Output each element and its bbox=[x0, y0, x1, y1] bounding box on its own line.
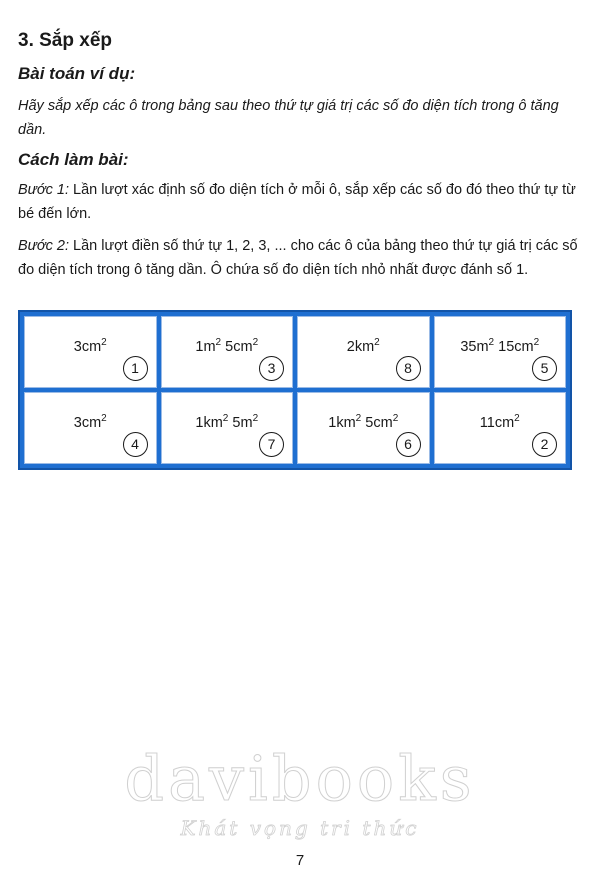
table-cell bbox=[297, 392, 430, 464]
area-unit: cm bbox=[514, 338, 534, 355]
area-exponent: 2 bbox=[488, 337, 495, 348]
area-value bbox=[25, 413, 156, 431]
area-number: 3 bbox=[73, 414, 82, 431]
area-number: 1 bbox=[195, 414, 204, 431]
area-number: 35 bbox=[460, 338, 477, 355]
area-unit: km bbox=[354, 338, 375, 355]
example-heading: Bài toán ví dụ: bbox=[18, 64, 136, 83]
step-2-text: Lần lượt điền số thứ tự 1, 2, 3, ... cho các ô của bảng theo thứ tự giá trị các số đo diện tích trong ô tăng dần. Ô chứa số đo diện tích nhỏ nhất được đánh số 1. bbox=[18, 238, 578, 278]
order-number-badge: 8 bbox=[396, 356, 421, 381]
area-exponent: 2 bbox=[222, 413, 229, 424]
order-number-badge: 2 bbox=[532, 432, 557, 457]
area-unit: cm bbox=[373, 414, 393, 431]
area-exponent: 2 bbox=[355, 413, 362, 424]
area-unit: cm bbox=[494, 414, 515, 431]
area-exponent: 2 bbox=[533, 337, 540, 348]
area-number: 5 bbox=[365, 414, 374, 431]
step-1-paragraph bbox=[18, 178, 584, 226]
area-unit: km bbox=[336, 414, 356, 431]
area-exponent: 2 bbox=[215, 337, 222, 348]
step-2-label: Bước 2: bbox=[18, 238, 69, 254]
area-value bbox=[162, 413, 293, 431]
area-unit: km bbox=[203, 414, 223, 431]
area-number: 3 bbox=[73, 338, 82, 355]
section-title: 3. Sắp xếp bbox=[18, 30, 112, 51]
area-exponent: 2 bbox=[392, 413, 399, 424]
area-exponent: 2 bbox=[252, 413, 259, 424]
area-exponent: 2 bbox=[101, 413, 107, 424]
table-cell bbox=[161, 392, 294, 464]
watermark-logo: davibooks bbox=[124, 742, 476, 815]
area-exponent: 2 bbox=[101, 337, 107, 348]
step-1-text: Lần lượt xác định số đo diện tích ở mỗi ô, sắp xếp các số đo đó theo thứ tự từ bé đến lớn. bbox=[18, 182, 576, 222]
area-number: 5 bbox=[232, 414, 241, 431]
method-heading: Cách làm bài: bbox=[18, 150, 129, 169]
watermark-tagline: Khát vọng tri thức bbox=[180, 816, 420, 840]
order-number-badge: 6 bbox=[396, 432, 421, 457]
order-number-badge: 7 bbox=[259, 432, 284, 457]
area-value bbox=[298, 413, 429, 431]
order-number-badge: 3 bbox=[259, 356, 284, 381]
area-number: 1 bbox=[328, 414, 337, 431]
order-number-badge: 4 bbox=[123, 432, 148, 457]
area-number: 1 bbox=[195, 338, 204, 355]
area-number: 11 bbox=[479, 414, 495, 431]
area-unit: m bbox=[240, 414, 253, 431]
area-number: 2 bbox=[346, 338, 355, 355]
area-order-table bbox=[18, 310, 572, 470]
area-value bbox=[162, 337, 293, 355]
area-value bbox=[435, 413, 566, 431]
area-exponent: 2 bbox=[252, 337, 259, 348]
page-number: 7 bbox=[295, 852, 305, 869]
area-number: 5 bbox=[225, 338, 234, 355]
area-exponent: 2 bbox=[374, 337, 380, 348]
area-unit: cm bbox=[81, 338, 102, 355]
order-number-badge: 1 bbox=[123, 356, 148, 381]
area-unit: cm bbox=[233, 338, 253, 355]
area-unit: m bbox=[476, 338, 489, 355]
table-cell bbox=[297, 316, 430, 388]
area-value bbox=[435, 337, 566, 355]
table-cell bbox=[434, 392, 567, 464]
example-text: Hãy sắp xếp các ô trong bảng sau theo thứ tự giá trị các số đo diện tích trong ô tăng dần. bbox=[18, 98, 559, 138]
table-cell bbox=[24, 392, 157, 464]
table-cell bbox=[434, 316, 567, 388]
area-unit: cm bbox=[81, 414, 102, 431]
order-number-badge: 5 bbox=[532, 356, 557, 381]
area-number: 15 bbox=[498, 338, 515, 355]
area-value bbox=[25, 337, 156, 355]
area-value bbox=[298, 337, 429, 355]
table-cell bbox=[24, 316, 157, 388]
step-1-label: Bước 1: bbox=[18, 182, 69, 198]
area-exponent: 2 bbox=[514, 413, 520, 424]
step-2-paragraph bbox=[18, 234, 584, 282]
table-cell bbox=[161, 316, 294, 388]
area-unit: m bbox=[203, 338, 216, 355]
